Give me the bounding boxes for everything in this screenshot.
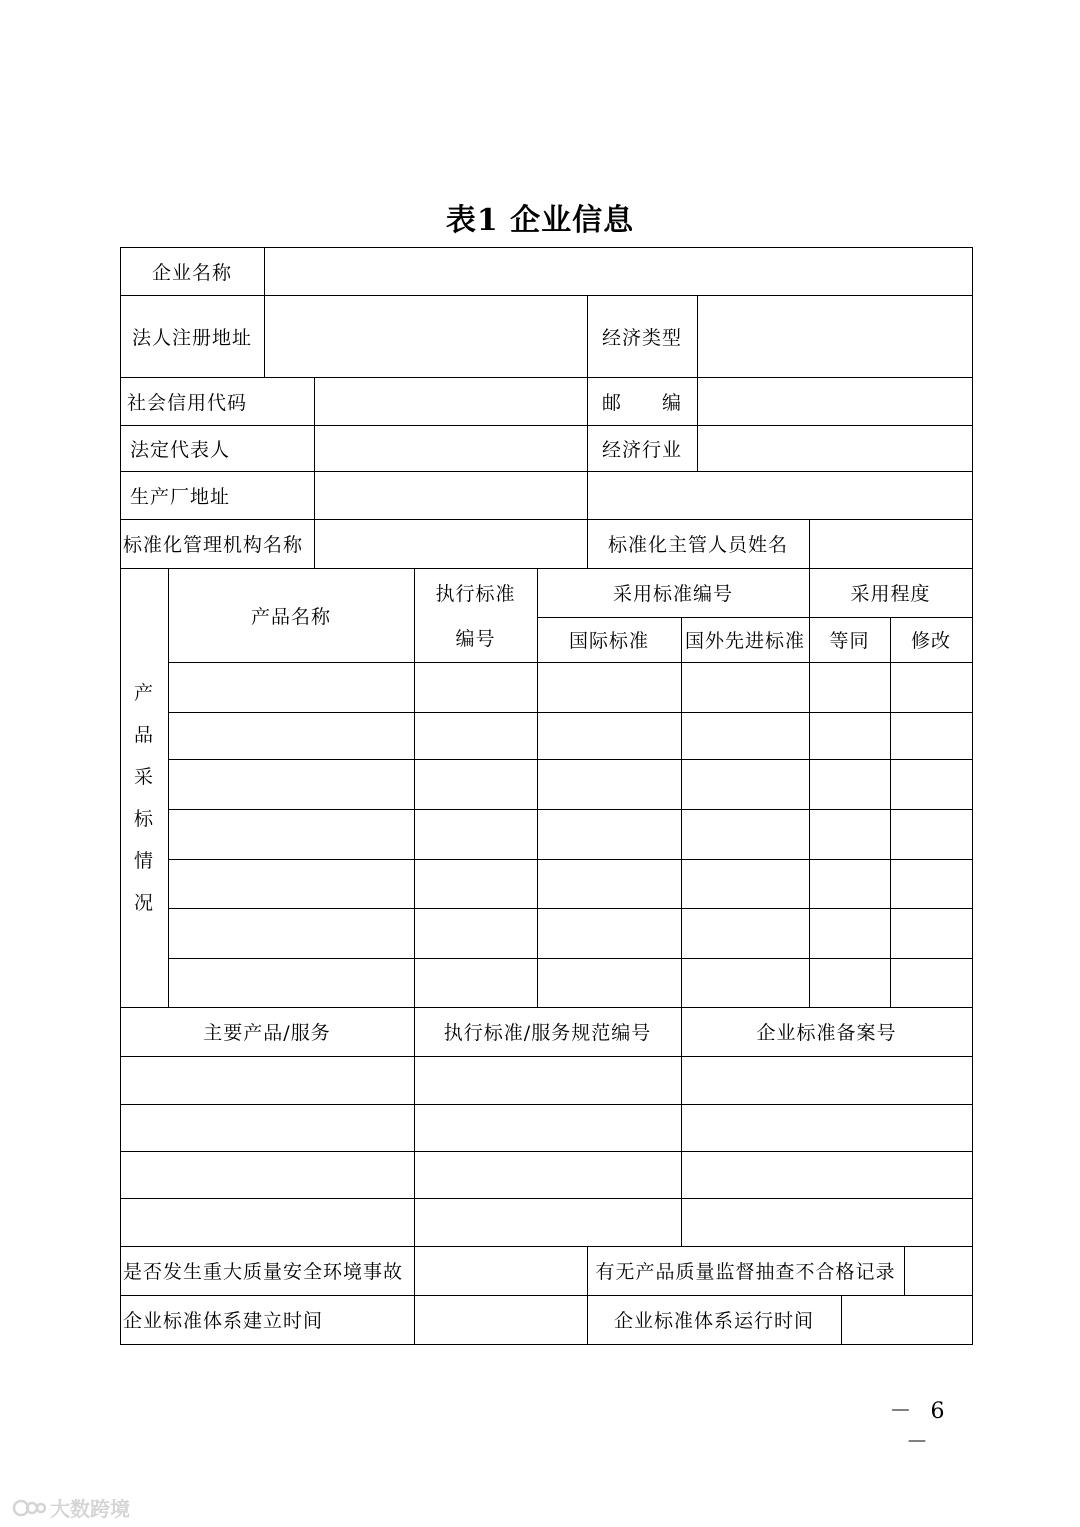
watermark-text: 大数跨境 [50, 1497, 130, 1521]
postcode-field[interactable] [698, 378, 972, 425]
major-accident-label: 是否发生重大质量安全环境事故 [123, 1261, 404, 1283]
industry-label: 经济行业 [601, 438, 682, 461]
factory-address-label: 生产厂地址 [130, 485, 231, 508]
company-name-label: 企业名称 [151, 261, 232, 284]
industry-field[interactable] [698, 426, 972, 471]
exec-std-service-header: 执行标准/服务规范编号 [443, 1022, 652, 1044]
intl-std-header: 国际标准 [568, 630, 649, 652]
legal-rep-label: 法定代表人 [130, 438, 231, 461]
adoption-degree-header: 采用程度 [850, 583, 931, 605]
postcode-label: 邮 编 [601, 391, 682, 414]
economic-type-label: 经济类型 [601, 326, 682, 349]
std-manager-name-field[interactable] [810, 520, 972, 568]
exec-std-header-line2: 编号 [455, 627, 496, 650]
filing-no-header: 企业标准备案号 [756, 1022, 897, 1044]
watermark-logo-icon [12, 1497, 46, 1519]
main-product-header: 主要产品/服务 [203, 1022, 331, 1044]
std-org-name-label: 标准化管理机构名称 [123, 534, 304, 556]
product-name-header: 产品名称 [250, 605, 331, 628]
system-established-field[interactable] [415, 1296, 587, 1344]
adoption-side-label: 产 品 采 标 情 况 [133, 681, 154, 914]
system-running-field[interactable] [842, 1296, 972, 1344]
legal-address-label: 法人注册地址 [131, 326, 252, 349]
major-accident-field[interactable] [415, 1247, 587, 1295]
credit-code-label: 社会信用代码 [127, 391, 248, 414]
watermark [12, 1493, 130, 1522]
inspection-record-label: 有无产品质量监督抽查不合格记录 [595, 1261, 896, 1283]
std-org-name-field[interactable] [315, 520, 587, 568]
modified-header: 修改 [910, 630, 951, 652]
legal-rep-field[interactable] [315, 426, 587, 471]
inspection-record-field[interactable] [905, 1247, 972, 1295]
foreign-adv-std-header: 国外先进标准 [684, 630, 805, 652]
company-name-field[interactable] [265, 248, 972, 295]
std-manager-name-label: 标准化主管人员姓名 [607, 534, 788, 556]
table-title: 表1 企业信息 [445, 203, 635, 238]
identical-header: 等同 [829, 630, 870, 652]
system-established-label: 企业标准体系建立时间 [123, 1310, 324, 1332]
legal-address-field[interactable] [265, 296, 587, 377]
page-number: － 6 － [889, 1399, 951, 1455]
system-running-label: 企业标准体系运行时间 [613, 1310, 814, 1332]
economic-type-field[interactable] [698, 296, 972, 377]
factory-address-field[interactable] [315, 472, 972, 519]
exec-std-header-line1: 执行标准 [435, 583, 516, 605]
credit-code-field[interactable] [315, 378, 587, 425]
adopted-std-no-header: 采用标准编号 [612, 583, 733, 605]
